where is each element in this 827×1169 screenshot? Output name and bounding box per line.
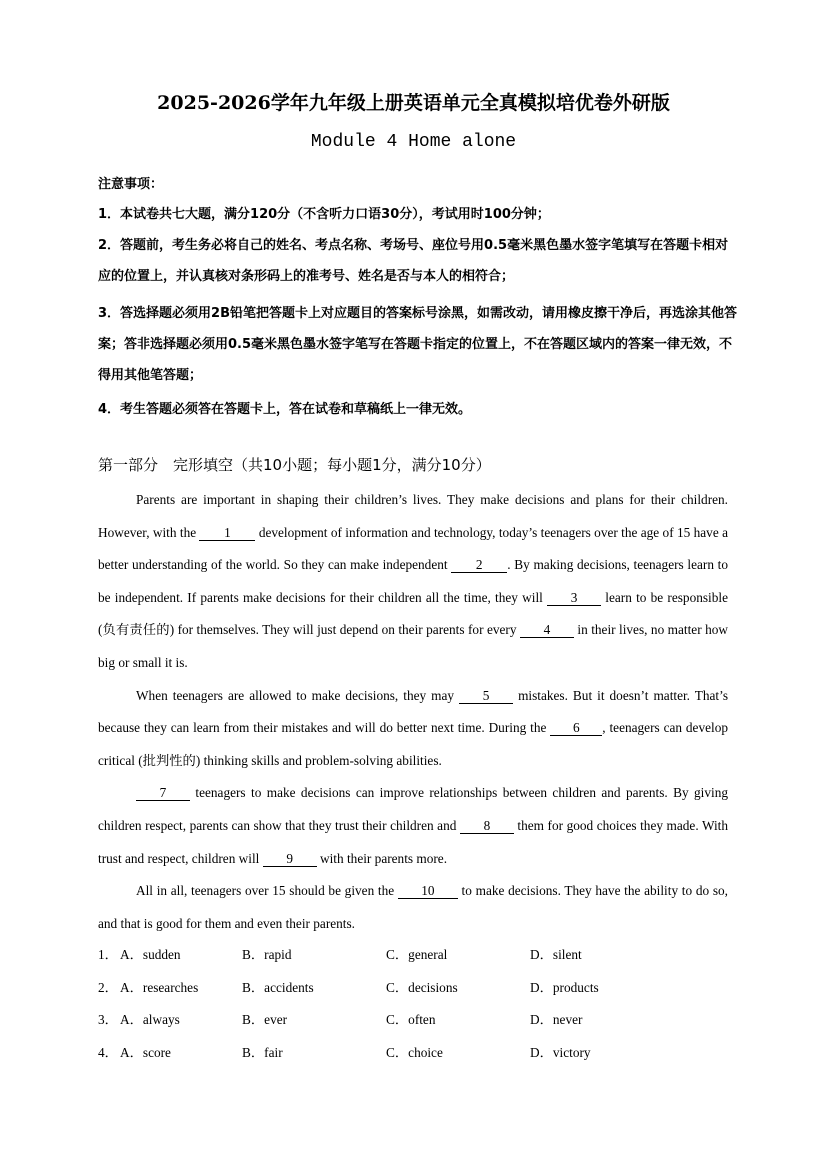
blank-7: 7 (136, 785, 190, 801)
passage-text: mistakes. But it doesn’t matter. That’s because they can learn from their mistakes and will do better next time. During the (98, 687, 728, 736)
passage-text: teenagers to make decisions can improve relationships between children and parents. By giving children respect, parents can show that they trust their children and (98, 785, 728, 833)
question-row-4 (98, 1042, 738, 1075)
blank-10: 10 (398, 883, 458, 899)
passage-paragraph-1 (98, 484, 728, 680)
passage-text: . By making decisions, teenagers learn to be independent. If parents make decisions for their children all the time, they will (98, 557, 728, 605)
option-c[interactable]: C．choice (386, 1044, 443, 1060)
notice-item-1: 1．本试卷共七大题，满分120分（不含听力口语30分），考试用时100分钟； (98, 207, 550, 222)
blank-9: 9 (263, 851, 317, 867)
passage-paragraph-3 (98, 777, 728, 875)
option-b[interactable]: B．ever (242, 1012, 288, 1028)
blank-5: 5 (459, 688, 513, 704)
option-c[interactable]: C．often (386, 1012, 436, 1028)
option-a[interactable]: A．researches (120, 979, 199, 995)
passage-paragraph-2 (98, 680, 728, 778)
question-number: 3． (98, 1012, 118, 1028)
passage-text: to make decisions. They have the ability to do so, and that is good for them and even their parents. (98, 883, 728, 931)
passage-text: them for good choices they made. With trust and respect, children will (98, 817, 728, 866)
option-d[interactable]: D．silent (530, 947, 582, 962)
option-c[interactable]: C．decisions (386, 979, 458, 995)
question-row-3 (98, 1009, 738, 1042)
question-number: 1． (98, 947, 118, 962)
blank-8: 8 (460, 818, 514, 834)
question-number: 2． (98, 979, 118, 995)
notice-item-4: 4．考生答题必须答在答题卡上，答在试卷和草稿纸上一律无效。 (98, 402, 472, 417)
passage-text: development of information and technology, today’s teenagers over the age of 15 have a better understanding of the world. So they can make independent (98, 524, 728, 573)
blank-1: 1 (199, 525, 255, 541)
passage-text: in their lives, no matter how big or small it is. (98, 622, 728, 670)
passage-paragraph-4 (98, 875, 728, 940)
option-d[interactable]: D．victory (530, 1044, 591, 1060)
option-b[interactable]: B．fair (242, 1044, 283, 1060)
option-a[interactable]: A．score (120, 1044, 171, 1060)
notice-heading: 注意事项： (98, 177, 164, 192)
blank-2: 2 (451, 557, 507, 573)
passage-text: learn to be responsible (负有责任的) for themselves. They will just depend on their parents for every (98, 589, 728, 638)
option-d[interactable]: D．never (530, 1012, 583, 1028)
passage-text: , teenagers can develop critical (批判性的) thinking skills and problem-solving abilities. (98, 720, 728, 768)
option-c[interactable]: C．general (386, 947, 448, 962)
question-options (98, 944, 738, 1074)
option-b[interactable]: B．rapid (242, 947, 292, 962)
option-b[interactable]: B．accidents (242, 979, 314, 995)
notice-item-3: 3．答选择题必须用2B铅笔把答题卡上对应题目的答案标号涂黑，如需改动，请用橡皮擦干净后，再选涂其他答案；答非选择题必须用0.5毫米黑色墨水签字笔写在答题卡指定的位置上，不在答题区域内的答案一律无效，不得用其他笔答题； (98, 306, 738, 383)
passage-text: with their parents more. (316, 850, 448, 866)
passage-text: Parents are important in shaping their children’s lives. They make decisions and plans for their children. However, with the (98, 492, 728, 540)
page-subtitle: Module 4 Home alone (310, 132, 517, 152)
passage-text: All in all, teenagers over 15 should be given the (136, 883, 398, 899)
section-title: 第一部分 完形填空（共10小题；每小题1分，满分10分） (98, 456, 491, 474)
question-row-1 (98, 944, 738, 977)
passage-text: When teenagers are allowed to make decisions, they may (136, 687, 460, 703)
blank-3: 3 (547, 590, 601, 606)
blank-6: 6 (550, 720, 602, 736)
option-a[interactable]: A．always (120, 1012, 180, 1028)
page-title: 2025-2026学年九年级上册英语单元全真模拟培优卷外研版 (157, 92, 670, 114)
question-number: 4． (98, 1044, 118, 1060)
notice-item-2: 2．答题前，考生务必将自己的姓名、考点名称、考场号、座位号用0.5毫米黑色墨水签字笔填写在答题卡相对应的位置上，并认真核对条形码上的准考号、姓名是否与本人的相符合； (98, 238, 729, 284)
cloze-passage (98, 484, 728, 940)
blank-4: 4 (520, 622, 574, 638)
option-d[interactable]: D．products (530, 979, 599, 995)
option-a[interactable]: A．sudden (120, 947, 181, 962)
question-row-2 (98, 977, 738, 1010)
